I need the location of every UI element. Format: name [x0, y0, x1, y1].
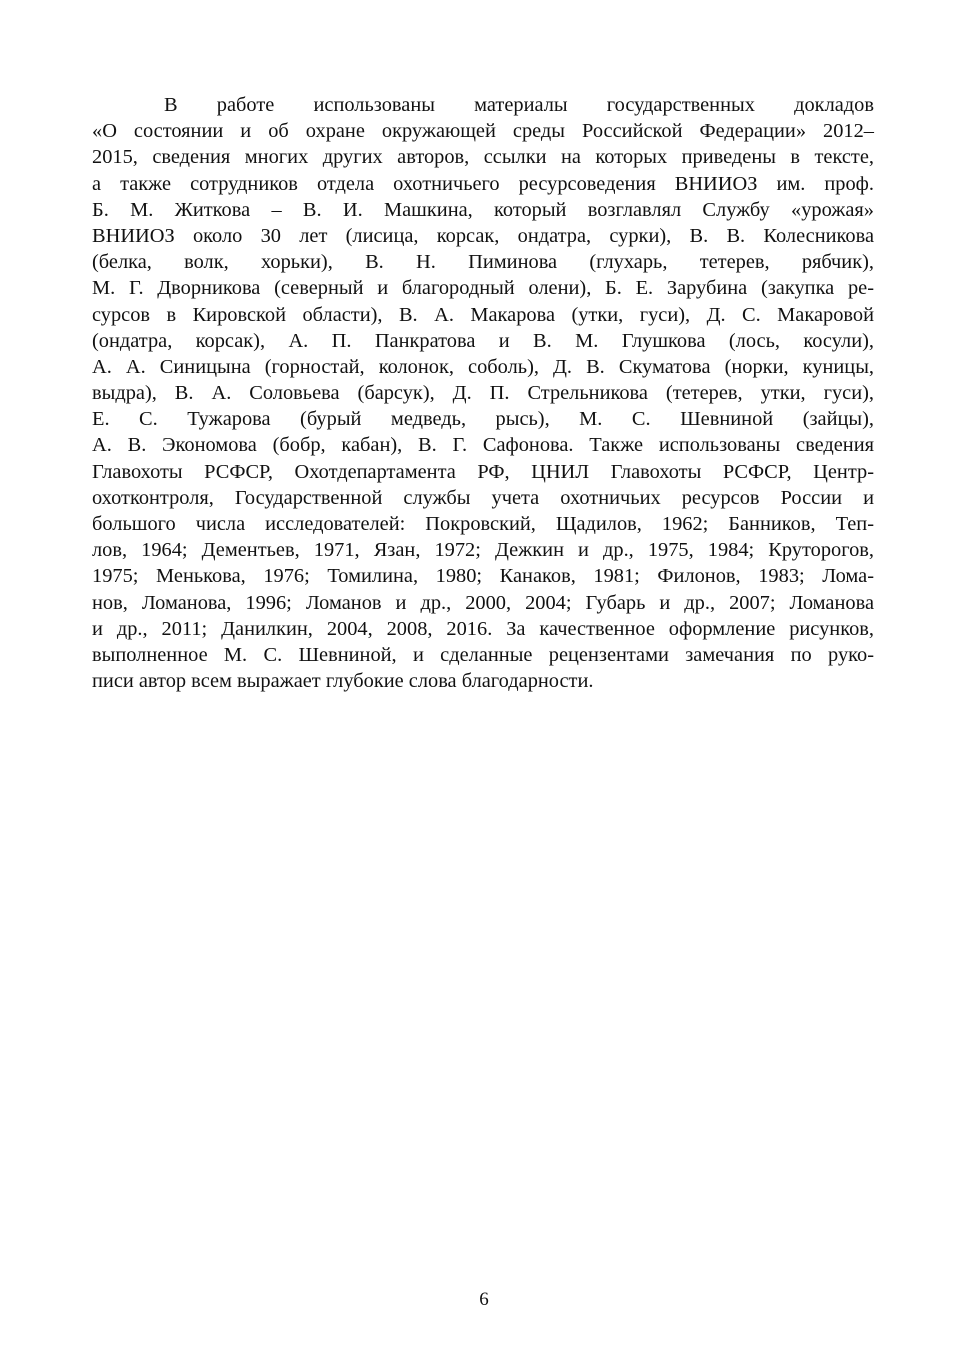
paragraph-line: писи автор всем выражает глубокие слова благодарности.: [92, 670, 594, 693]
paragraph-line: М. Г. Дворникова (северный и благородный олени), Б. Е. Зарубина (закупка ре-: [92, 277, 874, 300]
paragraph-line: лов, 1964; Дементьев, 1971, Язан, 1972; Дежкин и др., 1975, 1984; Круторогов,: [92, 539, 874, 562]
acknowledgements-paragraph: [92, 92, 874, 694]
paragraph-line: ВНИИОЗ около 30 лет (лисица, корсак, ондатра, сурки), В. В. Колесникова: [92, 224, 874, 247]
paragraph-line: (ондатра, корсак), А. П. Панкратова и В. М. Глушкова (лось, косули),: [92, 329, 874, 352]
paragraph-line: охотконтроля, Государственной службы учета охотничьих ресурсов России и: [92, 486, 874, 509]
paragraph-line: Б. М. Житкова – В. И. Машкина, который возглавлял Службу «урожая»: [92, 198, 874, 221]
paragraph-line: сурсов в Кировской области), В. А. Макарова (утки, гуси), Д. С. Макаровой: [92, 303, 874, 326]
paragraph-line: (белка, волк, хорьки), В. Н. Пиминова (глухарь, тетерев, рябчик),: [92, 251, 874, 274]
paragraph-line: 1975; Менькова, 1976; Томилина, 1980; Канаков, 1981; Филонов, 1983; Лома-: [92, 565, 874, 588]
paragraph-line: выполненное М. С. Шевниной, и сделанные рецензентами замечания по руко-: [92, 643, 874, 666]
paragraph-line: и др., 2011; Данилкин, 2004, 2008, 2016. За качественное оформление рисунков,: [92, 617, 874, 640]
paragraph-line: 2015, сведения многих других авторов, ссылки на которых приведены в тексте,: [92, 146, 874, 169]
paragraph-line: а также сотрудников отдела охотничьего ресурсоведения ВНИИОЗ им. проф.: [92, 172, 874, 195]
paragraph-line: нов, Ломанова, 1996; Ломанов и др., 2000, 2004; Губарь и др., 2007; Ломанова: [92, 591, 874, 614]
paragraph-line: Главохоты РСФСР, Охотдепартамента РФ, ЦНИЛ Главохоты РСФСР, Центр-: [92, 460, 874, 483]
paragraph-line: В работе использованы материалы государственных докладов: [164, 94, 874, 116]
page-number: 6: [479, 1289, 489, 1310]
paragraph-line: А. В. Экономова (бобр, кабан), В. Г. Сафонова. Также использованы сведения: [92, 434, 874, 457]
paragraph-line: выдра), В. А. Соловьева (барсук), Д. П. Стрельникова (тетерев, утки, гуси),: [92, 382, 874, 405]
paragraph-line: А. А. Синицына (горностай, колонок, соболь), Д. В. Скуматова (норки, куницы,: [92, 355, 874, 378]
paragraph-line: Е. С. Тужарова (бурый медведь, рысь), М. С. Шевниной (зайцы),: [92, 408, 874, 431]
paragraph-line: большого числа исследователей: Покровский, Щадилов, 1962; Банников, Теп-: [92, 513, 874, 535]
paragraph-line: «О состоянии и об охране окружающей среды Российской Федерации» 2012–: [92, 120, 874, 143]
